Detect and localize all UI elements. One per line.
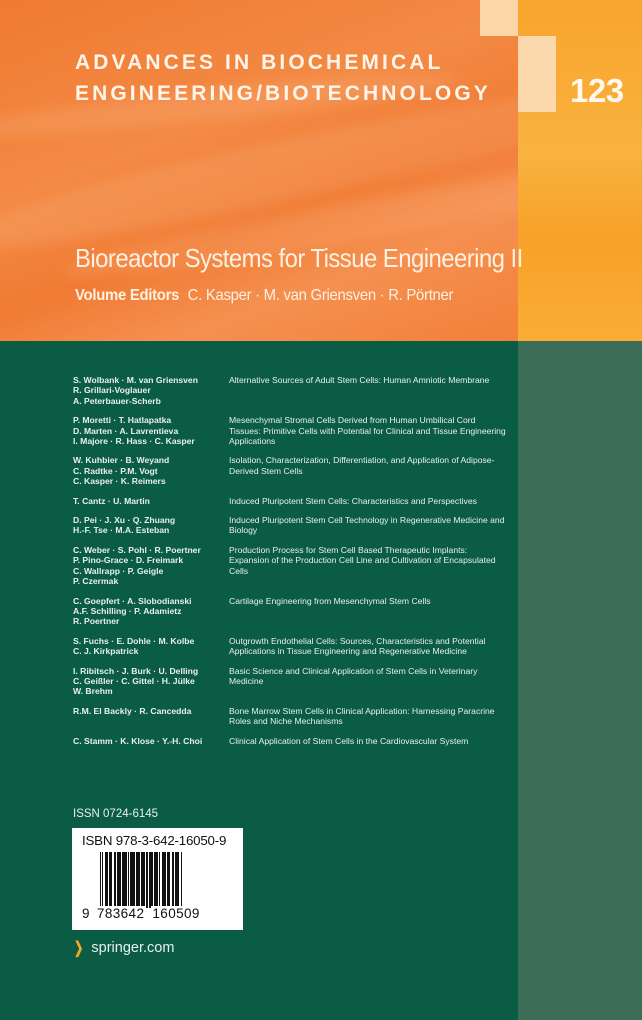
- author-line: C. Goepfert · A. Slobodianski: [73, 595, 192, 606]
- editors-label: Volume Editors: [75, 287, 180, 304]
- author-line: C. Geißler · C. Gittel · H. Jülke: [73, 675, 195, 686]
- barcode-digits-left: 783642: [96, 906, 145, 921]
- author-line: C. J. Kirkpatrick: [73, 646, 139, 657]
- barcode-digits-right: 160509: [152, 906, 200, 921]
- chapter-title: Clinical Application of Stem Cells in the Cardiovascular System: [229, 735, 469, 746]
- chapter-title: Cartilage Engineering from Mesenchymal Stem Cells: [229, 595, 431, 606]
- author-line: C. Weber · S. Pohl · R. Poertner: [73, 544, 201, 555]
- volume-editors: [75, 287, 453, 305]
- author-line: P. Czermak: [73, 576, 119, 587]
- chapter-authors: [73, 455, 229, 486]
- chapter-authors: [73, 666, 229, 697]
- author-line: H.-F. Tse · M.A. Esteban: [73, 525, 170, 536]
- author-line: R. Poertner: [73, 616, 120, 627]
- contents-entry: [73, 596, 513, 627]
- contents-entry: [73, 706, 513, 727]
- publisher-link[interactable]: [72, 938, 174, 958]
- author-line: C. Kasper · K. Reimers: [73, 476, 166, 487]
- author-line: I. Majore · R. Hass · C. Kasper: [73, 436, 195, 447]
- contents-entry: [73, 545, 513, 587]
- author-line: C. Stamm · K. Klose · Y.-H. Choi: [73, 735, 203, 746]
- contents-entry: [73, 636, 513, 657]
- decorative-block: [480, 0, 518, 36]
- author-line: P. Pino-Grace · D. Freimark: [73, 555, 184, 566]
- contents-entry: [73, 455, 513, 486]
- chapter-title: Basic Science and Clinical Application of Stem Cells in Veterinary Medicine: [229, 665, 478, 686]
- author-line: S. Fuchs · E. Dohle · M. Kolbe: [73, 635, 195, 646]
- chapter-authors: [73, 706, 229, 727]
- volume-number: 123: [570, 72, 624, 109]
- green-right-column: [518, 341, 642, 1020]
- table-of-contents: [73, 375, 513, 755]
- chapter-title: Isolation, Characterization, Differentiation, and Application of Adipose-Derived Stem Cells: [229, 455, 495, 476]
- author-line: A.F. Schilling · P. Adamietz: [73, 605, 182, 616]
- chapter-authors: [73, 545, 229, 587]
- chapter-authors: [73, 375, 229, 406]
- author-line: S. Wolbank · M. van Griensven: [73, 375, 198, 385]
- contents-entry: [73, 736, 513, 746]
- publisher-website[interactable]: springer.com: [91, 940, 175, 956]
- chapter-title: Bone Marrow Stem Cells in Clinical Application: Harnessing Paracrine Roles and Niche Mechanisms: [229, 705, 495, 727]
- editors-names: C. Kasper · M. van Griensven · R. Pörtner: [187, 287, 454, 304]
- series-title-line: ENGINEERING/BIOTECHNOLOGY: [75, 82, 491, 105]
- chapter-title: Induced Pluripotent Stem Cell Technology in Regenerative Medicine and Biology: [229, 515, 505, 536]
- series-title-line: ADVANCES IN BIOCHEMICAL: [75, 51, 444, 74]
- chapter-authors: [73, 596, 229, 627]
- book-title: Bioreactor Systems for Tissue Engineering II: [75, 243, 523, 273]
- chapter-title: Outgrowth Endothelial Cells: Sources, Characteristics and Potential Applications in Tissue Engineering and Regenerative Medicine: [229, 635, 486, 657]
- contents-entry: [73, 496, 513, 506]
- author-line: C. Radtke · P.M. Vogt: [73, 465, 158, 476]
- author-line: P. Moretti · T. Hatlapatka: [73, 415, 172, 426]
- barcode-digits: [82, 906, 201, 921]
- isbn: ISBN 978-3-642-16050-9: [82, 833, 227, 848]
- contents-entry: [73, 415, 513, 446]
- chapter-authors: [73, 415, 229, 446]
- series-title: [75, 47, 491, 109]
- author-line: D. Marten · A. Lavrentieva: [73, 425, 179, 436]
- contents-entry: [73, 515, 513, 536]
- barcode-digit-first: 9: [82, 906, 90, 921]
- author-line: W. Kuhbier · B. Weyand: [73, 455, 170, 466]
- author-line: R. Grillari-Voglauer: [73, 385, 151, 396]
- author-line: I. Ribitsch · J. Burk · U. Delling: [73, 665, 199, 676]
- issn: ISSN 0724-6145: [73, 808, 159, 820]
- barcode-box: [72, 828, 243, 930]
- contents-entry: [73, 666, 513, 697]
- author-line: C. Wallrapp · P. Geigle: [73, 565, 164, 576]
- author-line: A. Peterbauer-Scherb: [73, 395, 161, 406]
- chapter-authors: [73, 496, 229, 506]
- chapter-title: Production Process for Stem Cell Based Therapeutic Implants: Expansion of the Production Cell Line and Cultivation of Encapsulated Cells: [229, 544, 496, 576]
- author-line: R.M. El Backly · R. Cancedda: [73, 705, 192, 716]
- chapter-authors: [73, 736, 229, 746]
- chapter-title: Alternative Sources of Adult Stem Cells: Human Amniotic Membrane: [229, 375, 490, 385]
- decorative-block: [518, 36, 556, 112]
- chapter-title: Mesenchymal Stromal Cells Derived from Human Umbilical Cord Tissues: Primitive Cells with Potential for Clinical and Tissue Engineering Applications: [229, 415, 506, 447]
- chevron-right-icon: ❯: [74, 940, 84, 957]
- chapter-authors: [73, 636, 229, 657]
- contents-entry: [73, 375, 513, 406]
- author-line: D. Pei · J. Xu · Q. Zhuang: [73, 515, 176, 526]
- chapter-authors: [73, 515, 229, 536]
- author-line: W. Brehm: [73, 686, 113, 697]
- chapter-title: Induced Pluripotent Stem Cells: Characteristics and Perspectives: [229, 495, 477, 506]
- author-line: T. Cantz · U. Martin: [73, 495, 150, 506]
